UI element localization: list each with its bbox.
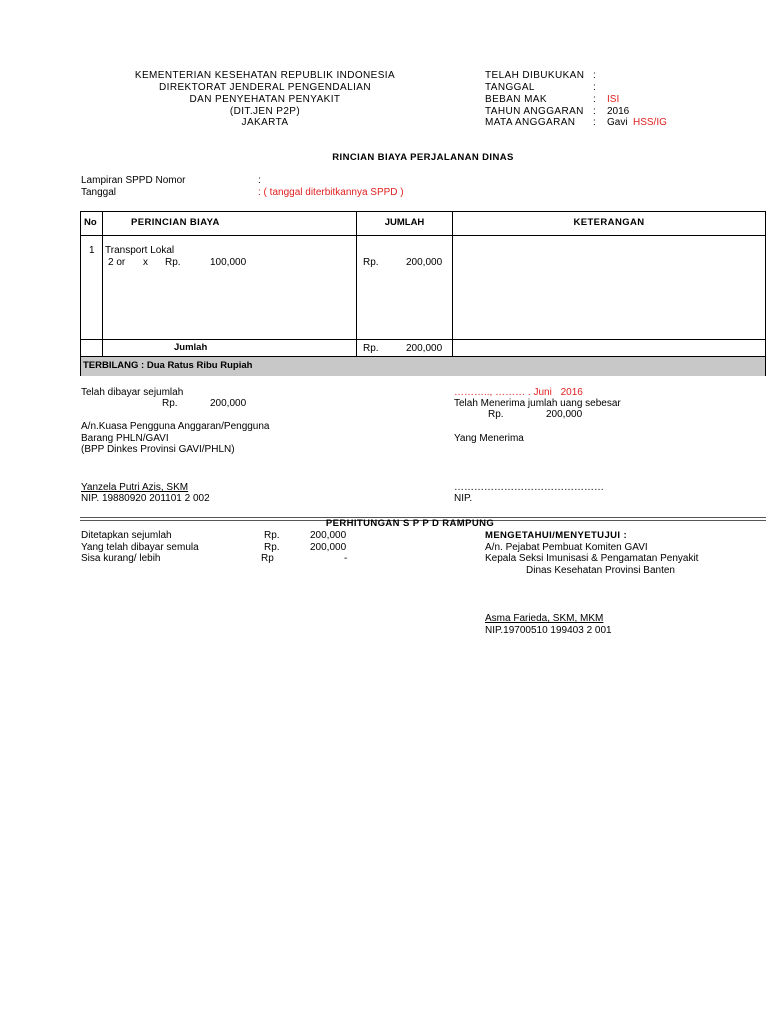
row-amount: 200,000 — [406, 257, 443, 268]
mata-anggaran-label: MATA ANGGARAN — [485, 117, 576, 128]
directorate-name-2: DAN PENYEHATAN PENYAKIT — [189, 94, 341, 105]
row-rp2: Rp. — [363, 257, 379, 268]
received-label: Telah Menerima jumlah uang sebesar — [454, 398, 621, 409]
ministry-name: KEMENTERIAN KESEHATAN REPUBLIK INDONESIA — [134, 70, 396, 81]
directorate-name: DIREKTORAT JENDERAL PENGENDALIAN — [159, 82, 371, 93]
terbilang-text: TERBILANG : Dua Ratus Ribu Rupiah — [83, 360, 253, 371]
lampiran-sep: : — [258, 175, 261, 186]
directorate-abbrev: (DIT.JEN P2P) — [229, 106, 301, 117]
perhitungan-title: PERHITUNGAN S P P D RAMPUNG — [325, 518, 495, 529]
total-label: Jumlah — [174, 342, 208, 353]
beban-mak-label: BEBAN MAK — [485, 94, 547, 105]
mata-anggaran-value: Gavi — [607, 117, 628, 128]
row-rp1: Rp. — [165, 257, 181, 268]
total-amount: 200,000 — [406, 343, 443, 354]
receiver-nip: NIP. — [454, 493, 473, 504]
paid-label: Telah dibayar sejumlah — [81, 387, 184, 398]
paid-amount: 200,000 — [210, 398, 247, 409]
col-divider-jumlah — [452, 212, 453, 356]
approval-line1: A/n. Pejabat Pembuat Komiten GAVI — [485, 542, 648, 553]
dibayar-semula-rp: Rp. — [264, 542, 280, 553]
terbilang-row — [81, 356, 765, 376]
approval-line2: Kepala Seksi Imunisasi & Pengamatan Penyakit — [485, 553, 699, 564]
dibayar-semula-label: Yang telah dibayar semula — [81, 542, 199, 553]
approval-title: MENGETAHUI/MENYETUJUI : — [485, 530, 628, 541]
col-divider-no — [102, 212, 103, 356]
header-perincian: PERINCIAN BIAYA — [131, 217, 220, 228]
row-no: 1 — [89, 245, 95, 256]
row-x: x — [143, 257, 148, 268]
receiver-signature-dots: ……………………………………… — [454, 482, 604, 493]
tanggal-header-sep: : — [593, 82, 596, 93]
date-year: 2016 — [560, 387, 583, 398]
signer-name: Yanzela Putri Azis, SKM — [81, 482, 189, 493]
signer-nip: NIP. 19880920 201101 2 002 — [81, 493, 210, 504]
lampiran-label: Lampiran SPPD Nomor — [81, 175, 186, 186]
telah-dibukukan-label: TELAH DIBUKUKAN — [485, 70, 585, 81]
telah-dibukukan-sep: : — [593, 70, 596, 81]
total-divider — [81, 339, 765, 340]
header-divider — [81, 235, 765, 236]
document-title: RINCIAN BIAYA PERJALANAN DINAS — [332, 152, 514, 163]
col-divider-perincian — [356, 212, 357, 356]
receiver-label: Yang Menerima — [454, 433, 524, 444]
beban-mak-sep: : — [593, 94, 596, 105]
total-rp: Rp. — [363, 343, 379, 354]
sisa-amount: - — [344, 553, 348, 564]
tahun-anggaran-label: TAHUN ANGGARAN — [485, 106, 584, 117]
cost-table — [80, 211, 766, 376]
received-rp: Rp. — [488, 409, 504, 420]
sisa-label: Sisa kurang/ lebih — [81, 553, 161, 564]
mata-anggaran-sep: : — [593, 117, 596, 128]
dibayar-semula-amount: 200,000 — [310, 542, 347, 553]
ditetapkan-rp: Rp. — [264, 530, 280, 541]
tahun-anggaran-value: 2016 — [607, 106, 630, 117]
approval-line3: Dinas Kesehatan Provinsi Banten — [526, 565, 675, 576]
ditetapkan-label: Ditetapkan sejumlah — [81, 530, 172, 541]
date-month: Juni — [533, 387, 552, 398]
authority-line2: Barang PHLN/GAVI — [81, 433, 169, 444]
date-prefix: ……….., ……… . — [454, 387, 531, 398]
row-qty: 2 or — [108, 257, 126, 268]
authority-line1: A/n.Kuasa Pengguna Anggaran/Pengguna — [81, 421, 270, 432]
received-amount: 200,000 — [546, 409, 583, 420]
mata-anggaran-code: HSS/IG — [633, 117, 667, 128]
authority-line3: (BPP Dinkes Provinsi GAVI/PHLN) — [81, 444, 235, 455]
row-item: Transport Lokal — [105, 245, 175, 256]
paid-rp: Rp. — [162, 398, 178, 409]
tanggal-header-label: TANGGAL — [485, 82, 535, 93]
tanggal-label: Tanggal — [81, 187, 117, 198]
header-jumlah: JUMLAH — [384, 217, 425, 228]
tahun-anggaran-sep: : — [593, 106, 596, 117]
city-name: JAKARTA — [241, 117, 289, 128]
header-no: No — [84, 217, 97, 228]
approver-nip: NIP.19700510 199403 2 001 — [485, 625, 612, 636]
tanggal-value: : ( tanggal diterbitkannya SPPD ) — [258, 187, 404, 198]
row-unit-price: 100,000 — [210, 257, 247, 268]
beban-mak-value: ISI — [607, 94, 620, 105]
header-keterangan: KETERANGAN — [573, 217, 645, 228]
sisa-rp: Rp — [261, 553, 274, 564]
approver-name: Asma Farieda, SKM, MKM — [485, 613, 604, 624]
ditetapkan-amount: 200,000 — [310, 530, 347, 541]
